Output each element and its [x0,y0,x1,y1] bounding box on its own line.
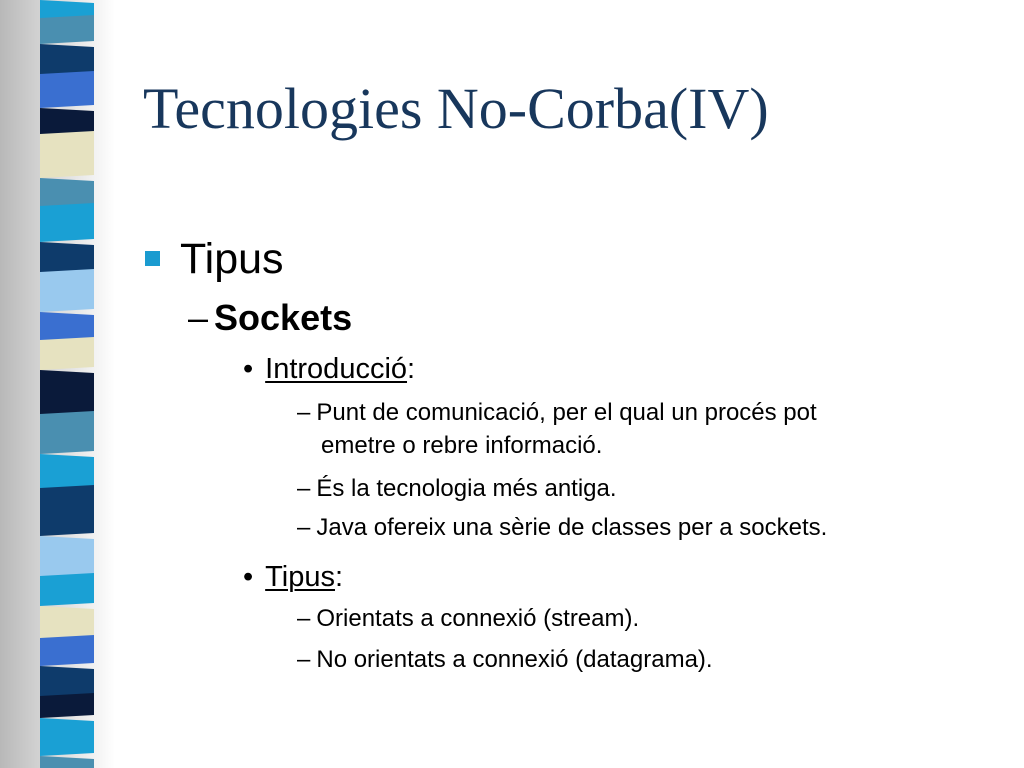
list-item [297,605,639,634]
list-item-text: No orientats a connexió (datagrama). [316,646,713,673]
dash-marker: – [297,399,311,426]
section-heading [243,560,343,595]
list-item-continuation: emetre o rebre informació. [321,432,603,459]
square-bullet-icon [145,251,160,266]
dot-bullet: • [243,561,254,593]
list-item-text: Punt de comunicació, per el qual un procés pot [316,399,817,426]
level2-item [188,296,352,339]
section-heading [243,352,415,387]
list-item [297,475,617,504]
level1-item: Tipus [180,235,284,283]
dash-marker: – [297,514,311,541]
list-item [297,646,713,675]
list-item-text: Orientats a connexió (stream). [316,605,640,632]
dash-marker: – [188,297,209,338]
list-item [297,514,827,543]
level2-label: Sockets [214,297,353,338]
slide-title: Tecnologies No-Corba(IV) [143,76,769,141]
list-item-text: Java ofereix una sèrie de classes per a sockets. [316,514,828,541]
section-heading-suffix: : [335,561,344,593]
section-heading-text: Tipus [265,561,335,593]
list-item [297,399,817,428]
dot-bullet: • [243,353,254,385]
section-heading-text: Introducció [265,353,408,385]
dash-marker: – [297,475,311,502]
dash-marker: – [297,605,311,632]
list-item-text: És la tecnologia més antiga. [316,475,617,502]
section-heading-suffix: : [407,353,416,385]
dash-marker: – [297,646,311,673]
